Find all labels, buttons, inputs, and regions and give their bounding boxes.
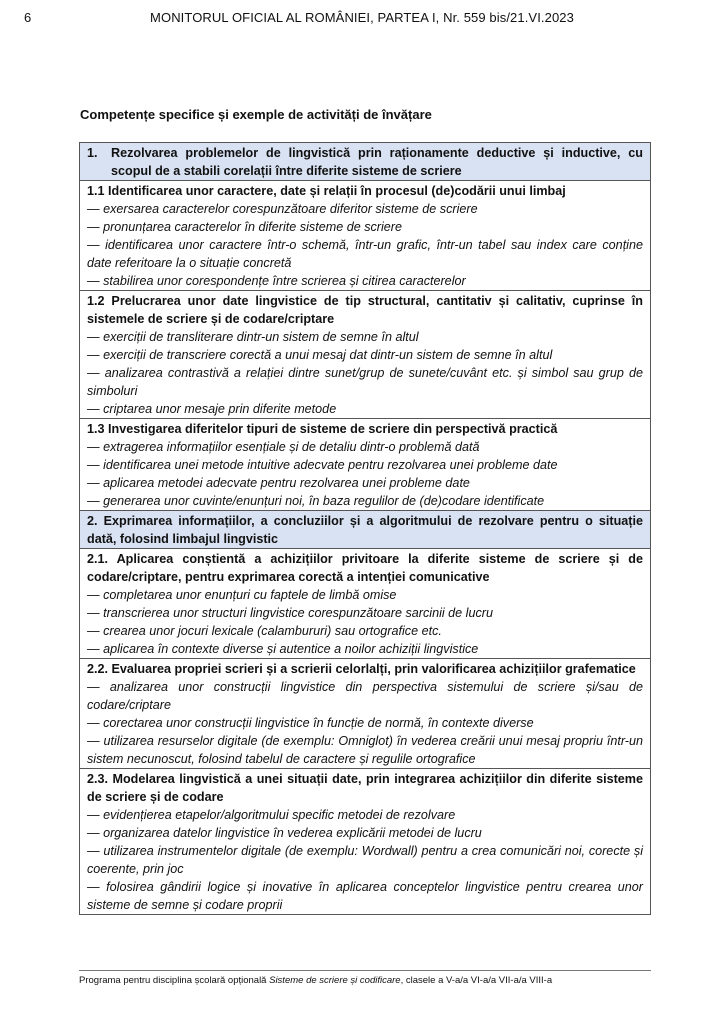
competences-table — [79, 142, 651, 915]
specific-competence-2-1 — [80, 549, 650, 659]
activity-item: — analizarea unor construcții lingvistice din perspectiva sistemului de scriere și/sau de codare/criptare — [87, 680, 643, 712]
specific-competence-2-3 — [80, 769, 650, 914]
specific-competence-1-3 — [80, 419, 650, 511]
activity-item: — exersarea caracterelor corespunzătoare diferitor sisteme de scriere — [87, 202, 478, 216]
activity-item: — exerciții de transcriere corectă a unui mesaj dat dintr-un sistem de semne în altul — [87, 348, 553, 362]
specific-competence-title: 1.2 Prelucrarea unor date lingvistice de tip structural, cantitativ și calitativ, cuprinse în sistemele de scriere și de codare/criptare — [87, 294, 643, 326]
activity-item: — organizarea datelor lingvistice în vederea explicării metodei de lucru — [87, 826, 482, 840]
specific-competence-1-1 — [80, 181, 650, 291]
activity-item: — identificarea unei metode intuitive adecvate pentru rezolvarea unei probleme date — [87, 458, 558, 472]
footer-subject: Sisteme de scriere și codificare — [269, 975, 401, 986]
activity-item: — aplicarea în contexte diverse și autentice a noilor achiziții lingvistice — [87, 642, 479, 656]
activity-item: — generarea unor cuvinte/enunțuri noi, în baza regulilor de (de)codare identificate — [87, 494, 545, 508]
specific-competence-2-2 — [80, 659, 650, 769]
activity-item: — folosirea gândirii logice și inovative în aplicarea conceptelor lingvistice pentru crearea unor sisteme de semne și codare proprii — [87, 880, 643, 912]
competence-2-title: 2. Exprimarea informațiilor, a concluziilor și a algoritmului de rezolvare pentru o situație dată, folosind limbajul lingvistic — [87, 514, 643, 546]
activity-item: — completarea unor enunțuri cu faptele de limbă omise — [87, 588, 397, 602]
competence-1-header — [80, 143, 650, 181]
specific-competence-title: 2.1. Aplicarea conștientă a achizițiilor privitoare la diferite sisteme de scriere și de codare/criptare, pentru exprimarea corectă a intenției comunicative — [87, 552, 643, 584]
activity-item: — utilizarea resurselor digitale (de exemplu: Omniglot) în vederea creării unui mesaj propriu într-un sistem necunoscut, folosind tabelul de caractere și regulile ortografice — [87, 734, 643, 766]
specific-competence-title: 1.3 Investigarea diferitelor tipuri de sisteme de scriere din perspectivă practică — [87, 422, 558, 436]
activity-item: — identificarea unor caractere într-o schemă, într-un grafic, într-un tabel sau index care conține date referitoare la o situație concretă — [87, 238, 643, 270]
footer-prefix: Programa pentru disciplina școlară opțională — [79, 975, 270, 986]
competence-2-header — [80, 511, 650, 549]
publication-header: MONITORUL OFICIAL AL ROMÂNIEI, PARTEA I, Nr. 559 bis/21.VI.2023 — [150, 10, 574, 25]
activity-item: — evidențierea etapelor/algoritmului specific metodei de rezolvare — [87, 808, 456, 822]
specific-competence-title: 1.1 Identificarea unor caractere, date și relații în procesul (de)codării unui limbaj — [87, 184, 566, 198]
specific-competence-1-2 — [80, 291, 650, 419]
activity-item: — analizarea contrastivă a relației dintre sunet/grup de sunete/cuvânt etc. și simbol sau grup de simboluri — [87, 366, 643, 398]
competence-1-number: 1. — [87, 146, 98, 160]
page-number: 6 — [24, 10, 32, 25]
specific-competence-title: 2.2. Evaluarea propriei scrieri și a scrierii celorlalți, prin valorificarea achizițiilor grafematice — [87, 662, 636, 676]
activity-item: — exerciții de transliterare dintr-un sistem de semne în altul — [87, 330, 419, 344]
activity-item: — criptarea unor mesaje prin diferite metode — [87, 402, 337, 416]
activity-item: — crearea unor jocuri lexicale (calambururi) sau ortografice etc. — [87, 624, 442, 638]
activity-item: — transcrierea unor structuri lingvistice corespunzătoare sarcinii de lucru — [87, 606, 493, 620]
activity-item: — corectarea unor construcții lingvistice în funcție de normă, în contexte diverse — [87, 716, 534, 730]
activity-item: — pronunțarea caracterelor în diferite sisteme de scriere — [87, 220, 402, 234]
activity-item: — extragerea informațiilor esențiale și de detaliu dintr-o problemă dată — [87, 440, 480, 454]
activity-item: — aplicarea metodei adecvate pentru rezolvarea unei probleme date — [87, 476, 470, 490]
footer-suffix: , clasele a V-a/a VI-a/a VII-a/a VIII-a — [400, 975, 553, 986]
footer-note — [79, 975, 552, 986]
activity-item: — utilizarea instrumentelor digitale (de exemplu: Wordwall) pentru a crea comunicări noi, corecte și coerente, prin joc — [87, 844, 643, 876]
section-heading: Competențe specifice și exemple de activități de învățare — [80, 107, 432, 122]
competence-1-title: Rezolvarea problemelor de lingvistică prin raționamente deductive și inductive, cu scopul de a stabili corelații între diferite sisteme de scriere — [111, 146, 643, 178]
specific-competence-title: 2.3. Modelarea lingvistică a unei situații date, prin integrarea achizițiilor din diferite sisteme de scriere și de codare — [87, 772, 643, 804]
activity-item: — stabilirea unor corespondențe între scrierea și citirea caracterelor — [87, 274, 466, 288]
footer-rule — [79, 970, 651, 971]
